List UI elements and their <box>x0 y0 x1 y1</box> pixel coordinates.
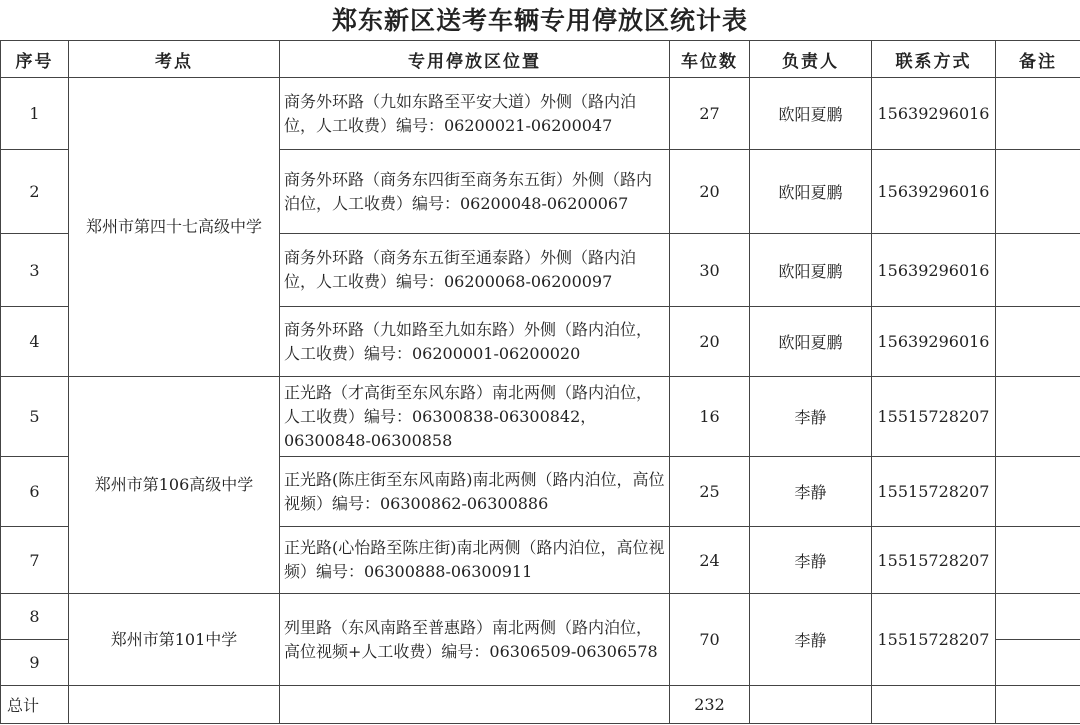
cell-school: 郑州市第101中学 <box>69 594 280 686</box>
header-person: 负责人 <box>750 41 872 78</box>
cell-spaces: 70 <box>670 594 750 686</box>
cell-note <box>996 150 1080 234</box>
parking-table <box>0 40 1080 724</box>
cell-spaces: 16 <box>670 377 750 457</box>
cell-person: 李静 <box>750 457 872 527</box>
cell-seq: 3 <box>1 234 69 307</box>
cell-location: 正光路(心怡路至陈庄街)南北两侧（路内泊位，高位视频）编号：06300888-06300911 <box>280 527 670 594</box>
cell-contact: 15515728207 <box>872 377 996 457</box>
header-row <box>1 41 1080 78</box>
cell-note <box>996 640 1080 686</box>
total-row <box>1 686 1080 724</box>
cell-contact <box>872 686 996 724</box>
cell-seq: 1 <box>1 78 69 150</box>
cell-spaces: 27 <box>670 78 750 150</box>
cell-contact: 15639296016 <box>872 234 996 307</box>
cell-note <box>996 377 1080 457</box>
cell-contact: 15515728207 <box>872 594 996 686</box>
cell-seq: 5 <box>1 377 69 457</box>
page-title: 郑东新区送考车辆专用停放区统计表 <box>331 6 748 35</box>
total-spaces: 232 <box>670 686 750 724</box>
cell-person: 李静 <box>750 527 872 594</box>
cell-person: 李静 <box>750 377 872 457</box>
cell-note <box>996 457 1080 527</box>
cell-contact: 15639296016 <box>872 150 996 234</box>
cell-note <box>996 686 1080 724</box>
cell-seq: 8 <box>1 594 69 640</box>
cell-contact: 15639296016 <box>872 78 996 150</box>
cell-note <box>996 594 1080 640</box>
cell-school <box>69 686 280 724</box>
cell-note <box>996 307 1080 377</box>
cell-seq: 6 <box>1 457 69 527</box>
cell-seq: 4 <box>1 307 69 377</box>
cell-seq: 7 <box>1 527 69 594</box>
cell-location: 商务外环路（九如东路至平安大道）外侧（路内泊位，人工收费）编号：06200021-06200047 <box>280 78 670 150</box>
cell-spaces: 20 <box>670 307 750 377</box>
header-note: 备注 <box>996 41 1080 78</box>
table-row <box>1 594 1080 640</box>
header-contact: 联系方式 <box>872 41 996 78</box>
cell-note <box>996 527 1080 594</box>
cell-location: 正光路（才高街至东风东路）南北两侧（路内泊位，人工收费）编号：06300838-06300842，06300848-06300858 <box>280 377 670 457</box>
cell-location: 商务外环路（九如路至九如东路）外侧（路内泊位，人工收费）编号：06200001-06200020 <box>280 307 670 377</box>
cell-contact: 15515728207 <box>872 457 996 527</box>
cell-note <box>996 78 1080 150</box>
cell-spaces: 20 <box>670 150 750 234</box>
cell-location: 列里路（东风南路至普惠路）南北两侧（路内泊位，高位视频+人工收费）编号：06306509-06306578 <box>280 594 670 686</box>
cell-person: 欧阳夏鹏 <box>750 78 872 150</box>
cell-person: 欧阳夏鹏 <box>750 150 872 234</box>
cell-spaces: 30 <box>670 234 750 307</box>
table-row <box>1 377 1080 457</box>
cell-location: 正光路(陈庄街至东风南路)南北两侧（路内泊位，高位视频）编号：06300862-06300886 <box>280 457 670 527</box>
cell-person <box>750 686 872 724</box>
cell-person: 欧阳夏鹏 <box>750 234 872 307</box>
header-seq: 序号 <box>1 41 69 78</box>
cell-contact: 15639296016 <box>872 307 996 377</box>
cell-location: 商务外环路（商务东五街至通泰路）外侧（路内泊位，人工收费）编号：06200068-06200097 <box>280 234 670 307</box>
cell-contact: 15515728207 <box>872 527 996 594</box>
header-school: 考点 <box>69 41 280 78</box>
table-row <box>1 78 1080 150</box>
header-spaces: 车位数 <box>670 41 750 78</box>
cell-person: 欧阳夏鹏 <box>750 307 872 377</box>
cell-spaces: 25 <box>670 457 750 527</box>
cell-school: 郑州市第106高级中学 <box>69 377 280 594</box>
cell-location <box>280 686 670 724</box>
cell-school: 郑州市第四十七高级中学 <box>69 78 280 377</box>
cell-seq: 9 <box>1 640 69 686</box>
cell-seq: 2 <box>1 150 69 234</box>
header-location: 专用停放区位置 <box>280 41 670 78</box>
cell-spaces: 24 <box>670 527 750 594</box>
total-label: 总计 <box>1 686 69 724</box>
cell-note <box>996 234 1080 307</box>
cell-location: 商务外环路（商务东四街至商务东五街）外侧（路内泊位，人工收费）编号：06200048-06200067 <box>280 150 670 234</box>
cell-person: 李静 <box>750 594 872 686</box>
